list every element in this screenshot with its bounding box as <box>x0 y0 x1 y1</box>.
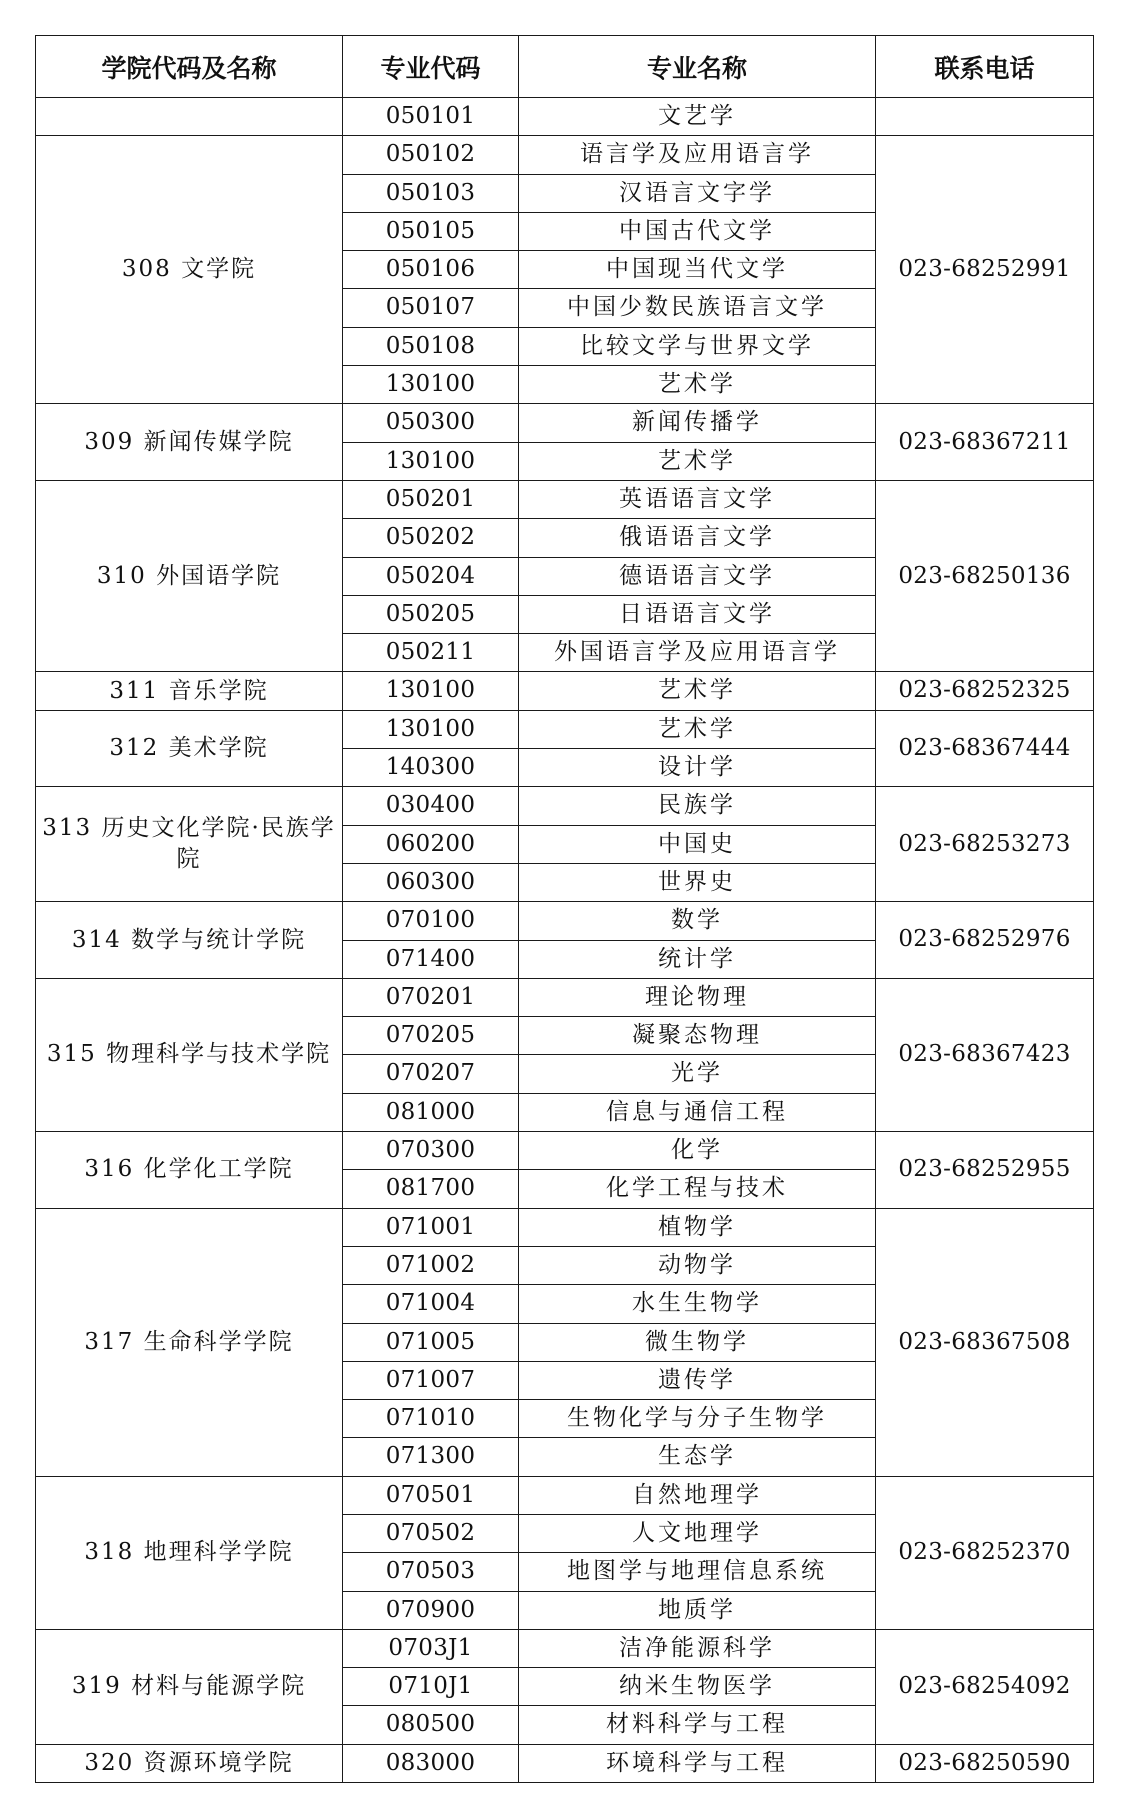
major-name-cell: 洁净能源科学 <box>519 1629 876 1667</box>
header-college: 学院代码及名称 <box>36 36 343 98</box>
major-code-cell: 050300 <box>343 404 519 442</box>
major-code-cell: 081000 <box>343 1093 519 1131</box>
phone-cell: 023-68252955 <box>876 1132 1094 1209</box>
phone-cell: 023-68254092 <box>876 1629 1094 1744</box>
table-row <box>36 902 1094 940</box>
major-name-cell: 凝聚态物理 <box>519 1017 876 1055</box>
major-name-cell: 中国史 <box>519 825 876 863</box>
major-code-cell: 050211 <box>343 634 519 672</box>
major-name-cell: 民族学 <box>519 787 876 825</box>
major-name-cell: 英语语言文学 <box>519 480 876 518</box>
major-code-cell: 0710J1 <box>343 1668 519 1706</box>
major-code-cell: 070201 <box>343 978 519 1016</box>
college-cell: 311 音乐学院 <box>36 672 343 710</box>
table-row <box>36 672 1094 710</box>
major-name-cell: 人文地理学 <box>519 1514 876 1552</box>
major-code-cell: 050105 <box>343 212 519 250</box>
major-name-cell: 语言学及应用语言学 <box>519 136 876 174</box>
major-code-cell: 070503 <box>343 1553 519 1591</box>
major-code-cell: 130100 <box>343 672 519 710</box>
major-name-cell: 统计学 <box>519 940 876 978</box>
major-code-cell: 130100 <box>343 366 519 404</box>
table-row <box>36 1476 1094 1514</box>
major-code-cell: 050202 <box>343 519 519 557</box>
major-code-cell: 030400 <box>343 787 519 825</box>
major-code-cell: 060200 <box>343 825 519 863</box>
table-row <box>36 98 1094 136</box>
major-code-cell: 130100 <box>343 442 519 480</box>
program-contact-table <box>35 35 1094 1783</box>
major-name-cell: 艺术学 <box>519 442 876 480</box>
major-name-cell: 动物学 <box>519 1246 876 1284</box>
table-body <box>36 98 1094 1783</box>
major-code-cell: 070100 <box>343 902 519 940</box>
college-cell: 318 地理科学学院 <box>36 1476 343 1629</box>
college-cell: 315 物理科学与技术学院 <box>36 978 343 1131</box>
college-cell: 312 美术学院 <box>36 710 343 787</box>
table-row <box>36 1208 1094 1246</box>
table-row <box>36 710 1094 748</box>
major-name-cell: 比较文学与世界文学 <box>519 327 876 365</box>
major-code-cell: 071007 <box>343 1361 519 1399</box>
major-name-cell: 生物化学与分子生物学 <box>519 1400 876 1438</box>
major-name-cell: 中国少数民族语言文学 <box>519 289 876 327</box>
major-code-cell: 083000 <box>343 1744 519 1782</box>
major-code-cell: 071300 <box>343 1438 519 1476</box>
phone-cell: 023-68252976 <box>876 902 1094 979</box>
major-code-cell: 050201 <box>343 480 519 518</box>
major-name-cell: 中国古代文学 <box>519 212 876 250</box>
major-code-cell: 050101 <box>343 98 519 136</box>
major-name-cell: 设计学 <box>519 749 876 787</box>
major-code-cell: 070501 <box>343 1476 519 1514</box>
major-code-cell: 081700 <box>343 1170 519 1208</box>
phone-cell: 023-68367444 <box>876 710 1094 787</box>
major-name-cell: 俄语语言文学 <box>519 519 876 557</box>
major-code-cell: 071400 <box>343 940 519 978</box>
major-code-cell: 050106 <box>343 251 519 289</box>
table-row <box>36 136 1094 174</box>
major-name-cell: 地图学与地理信息系统 <box>519 1553 876 1591</box>
table-row <box>36 480 1094 518</box>
major-code-cell: 071005 <box>343 1323 519 1361</box>
major-name-cell: 艺术学 <box>519 672 876 710</box>
major-name-cell: 环境科学与工程 <box>519 1744 876 1782</box>
major-name-cell: 中国现当代文学 <box>519 251 876 289</box>
major-name-cell: 外国语言学及应用语言学 <box>519 634 876 672</box>
major-name-cell: 遗传学 <box>519 1361 876 1399</box>
major-name-cell: 自然地理学 <box>519 1476 876 1514</box>
major-code-cell: 070207 <box>343 1055 519 1093</box>
major-code-cell: 0703J1 <box>343 1629 519 1667</box>
major-name-cell: 化学 <box>519 1132 876 1170</box>
college-cell: 316 化学化工学院 <box>36 1132 343 1209</box>
phone-cell: 023-68252991 <box>876 136 1094 404</box>
major-code-cell: 050204 <box>343 557 519 595</box>
phone-cell: 023-68250590 <box>876 1744 1094 1782</box>
major-code-cell: 140300 <box>343 749 519 787</box>
major-code-cell: 070205 <box>343 1017 519 1055</box>
major-name-cell: 艺术学 <box>519 710 876 748</box>
header-major-name: 专业名称 <box>519 36 876 98</box>
college-cell: 319 材料与能源学院 <box>36 1629 343 1744</box>
header-major-code: 专业代码 <box>343 36 519 98</box>
phone-cell: 023-68250136 <box>876 480 1094 671</box>
major-code-cell: 071001 <box>343 1208 519 1246</box>
phone-cell: 023-68253273 <box>876 787 1094 902</box>
major-name-cell: 艺术学 <box>519 366 876 404</box>
header-row <box>36 36 1094 98</box>
college-cell: 314 数学与统计学院 <box>36 902 343 979</box>
major-name-cell: 世界史 <box>519 863 876 901</box>
major-name-cell: 水生生物学 <box>519 1285 876 1323</box>
major-name-cell: 日语语言文学 <box>519 595 876 633</box>
college-cell: 308 文学院 <box>36 136 343 404</box>
table-row <box>36 404 1094 442</box>
major-name-cell: 纳米生物医学 <box>519 1668 876 1706</box>
header-phone: 联系电话 <box>876 36 1094 98</box>
major-code-cell: 050205 <box>343 595 519 633</box>
major-name-cell: 德语语言文学 <box>519 557 876 595</box>
major-code-cell: 071004 <box>343 1285 519 1323</box>
major-code-cell: 050107 <box>343 289 519 327</box>
major-code-cell: 070900 <box>343 1591 519 1629</box>
major-name-cell: 数学 <box>519 902 876 940</box>
phone-cell: 023-68367211 <box>876 404 1094 481</box>
college-cell: 317 生命科学学院 <box>36 1208 343 1476</box>
major-name-cell: 化学工程与技术 <box>519 1170 876 1208</box>
college-cell <box>36 98 343 136</box>
major-code-cell: 130100 <box>343 710 519 748</box>
college-cell: 310 外国语学院 <box>36 480 343 671</box>
table-row <box>36 1629 1094 1667</box>
major-name-cell: 植物学 <box>519 1208 876 1246</box>
college-cell: 320 资源环境学院 <box>36 1744 343 1782</box>
table-header <box>36 36 1094 98</box>
phone-cell: 023-68367508 <box>876 1208 1094 1476</box>
major-code-cell: 050102 <box>343 136 519 174</box>
major-code-cell: 060300 <box>343 863 519 901</box>
phone-cell: 023-68252325 <box>876 672 1094 710</box>
major-name-cell: 理论物理 <box>519 978 876 1016</box>
major-code-cell: 070502 <box>343 1514 519 1552</box>
major-name-cell: 光学 <box>519 1055 876 1093</box>
table-row <box>36 787 1094 825</box>
major-name-cell: 材料科学与工程 <box>519 1706 876 1744</box>
major-name-cell: 新闻传播学 <box>519 404 876 442</box>
major-name-cell: 信息与通信工程 <box>519 1093 876 1131</box>
major-code-cell: 050108 <box>343 327 519 365</box>
major-code-cell: 070300 <box>343 1132 519 1170</box>
college-cell: 309 新闻传媒学院 <box>36 404 343 481</box>
table-row <box>36 978 1094 1016</box>
major-name-cell: 生态学 <box>519 1438 876 1476</box>
major-code-cell: 071010 <box>343 1400 519 1438</box>
table-row <box>36 1132 1094 1170</box>
major-name-cell: 汉语言文字学 <box>519 174 876 212</box>
phone-cell <box>876 98 1094 136</box>
major-code-cell: 071002 <box>343 1246 519 1284</box>
major-name-cell: 微生物学 <box>519 1323 876 1361</box>
major-name-cell: 文艺学 <box>519 98 876 136</box>
major-name-cell: 地质学 <box>519 1591 876 1629</box>
major-code-cell: 080500 <box>343 1706 519 1744</box>
college-cell: 313 历史文化学院·民族学院 <box>36 787 343 902</box>
phone-cell: 023-68252370 <box>876 1476 1094 1629</box>
table-row <box>36 1744 1094 1782</box>
phone-cell: 023-68367423 <box>876 978 1094 1131</box>
major-code-cell: 050103 <box>343 174 519 212</box>
